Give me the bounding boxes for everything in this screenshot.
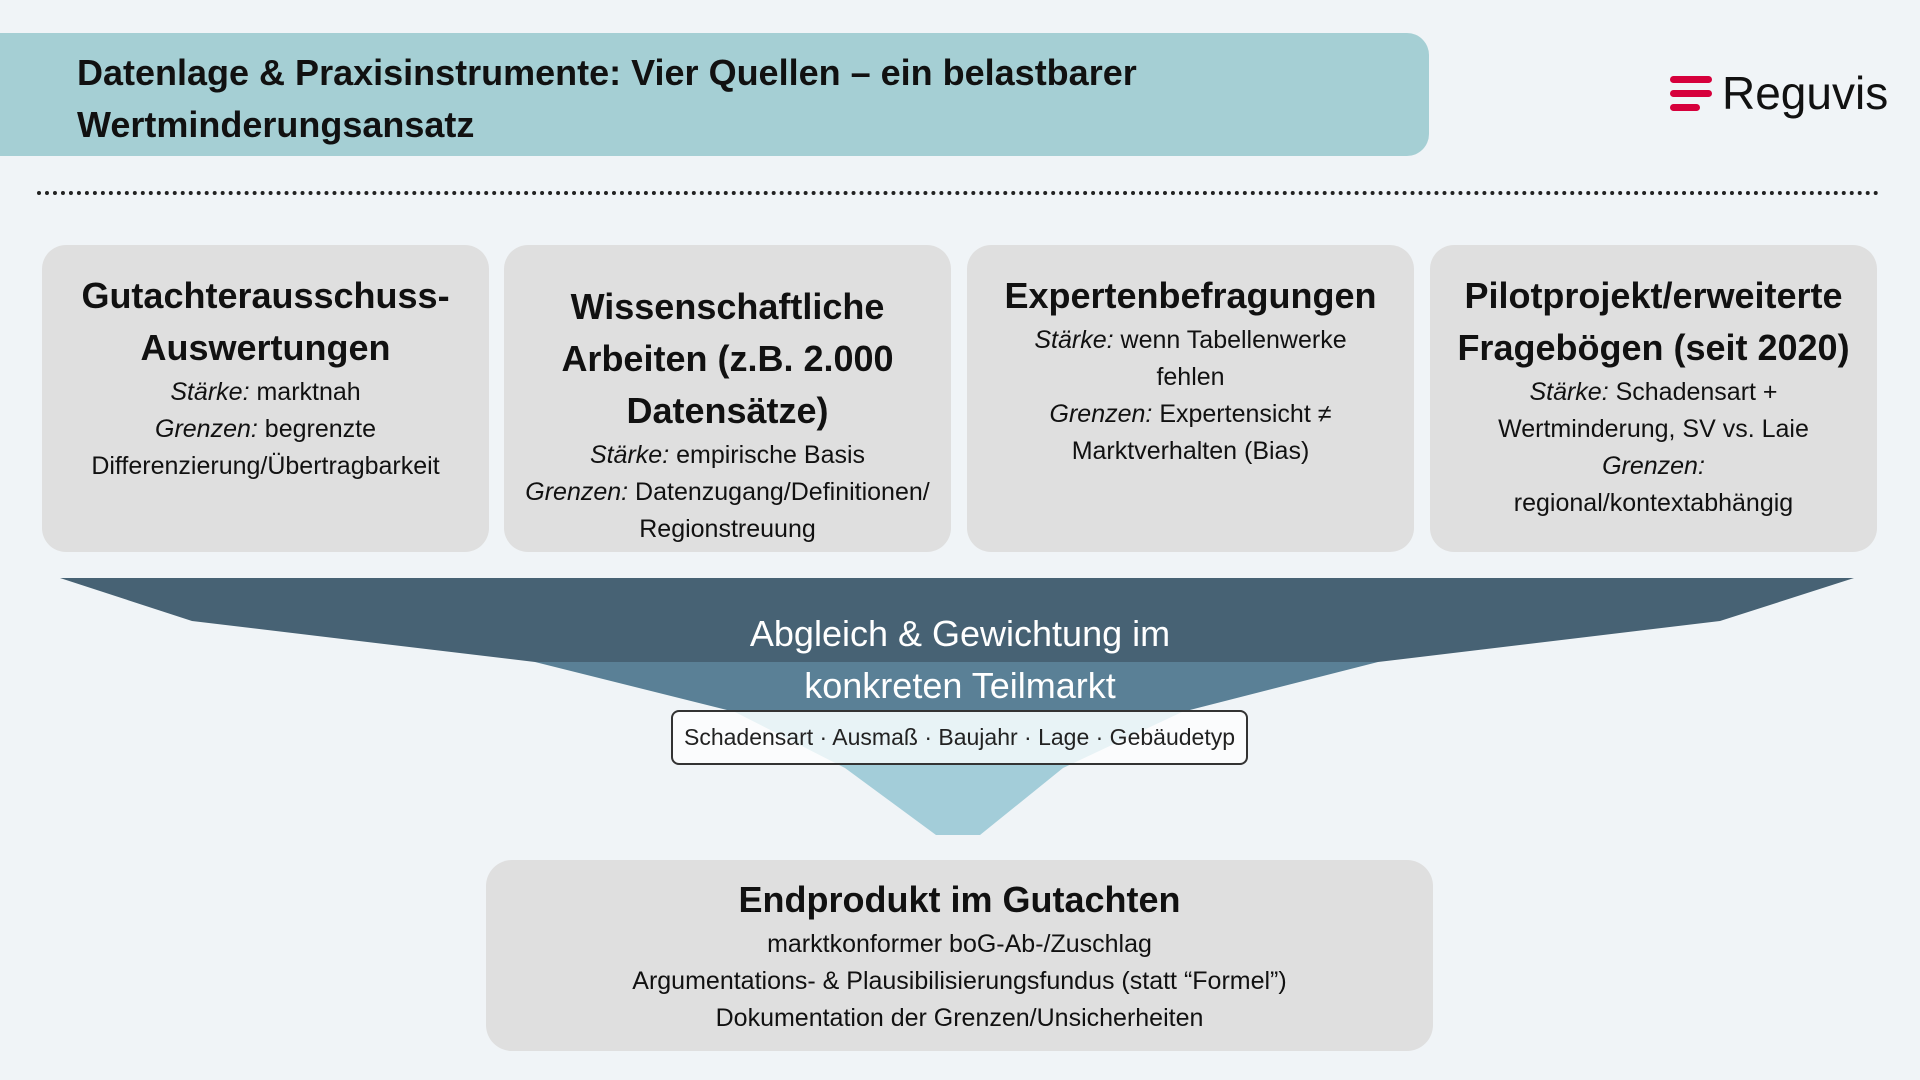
card-strength: Stärke: wenn Tabellenwerke fehlen bbox=[1034, 326, 1347, 391]
card-limits: Grenzen: Expertensicht ≠ Marktverhalten (Bias) bbox=[1049, 400, 1332, 465]
card-strength: Stärke: marktnah bbox=[170, 378, 361, 406]
card-limits: Grenzen: begrenzte Differenzierung/Übertragbarkeit bbox=[91, 415, 440, 480]
result-item: marktkonformer boG-Ab-/Zuschlag bbox=[767, 930, 1152, 958]
result-item: Dokumentation der Grenzen/Unsicherheiten bbox=[715, 1004, 1204, 1032]
card-title: Wissenschaftliche Arbeiten (z.B. 2.000 Datensätze) bbox=[561, 286, 894, 431]
card-title: Pilotprojekt/erweiterte Fragebögen (seit 2020) bbox=[1457, 275, 1850, 368]
logo-text: Reguvis bbox=[1722, 67, 1889, 119]
card-strength: Stärke: Schadensart + Wertminderung, SV vs. Laie bbox=[1498, 378, 1809, 443]
funnel-label: Abgleich & Gewichtung im konkreten Teilmarkt bbox=[749, 613, 1171, 706]
card-strength: Stärke: empirische Basis bbox=[589, 441, 866, 469]
title-line: Wertminderungsansatz bbox=[77, 104, 475, 145]
result-item: Argumentations- & Plausibilisierungsfundus (statt “Formel”) bbox=[632, 967, 1287, 995]
card-limits: Grenzen: regional/kontextabhängig bbox=[1513, 452, 1794, 517]
result-card bbox=[486, 860, 1433, 1051]
title-line: Datenlage & Praxisinstrumente: Vier Quellen – ein belastbarer bbox=[77, 52, 1137, 93]
result-title: Endprodukt im Gutachten bbox=[738, 879, 1181, 920]
card-limits: Grenzen: Datenzugang/Definitionen/ Regionstreuung bbox=[525, 478, 930, 543]
criteria-box: Schadensart · Ausmaß · Baujahr · Lage · Gebäudetyp bbox=[671, 710, 1248, 765]
card-title: Expertenbefragungen bbox=[1004, 275, 1377, 316]
card-title: Gutachterausschuss- Auswertungen bbox=[81, 275, 450, 368]
